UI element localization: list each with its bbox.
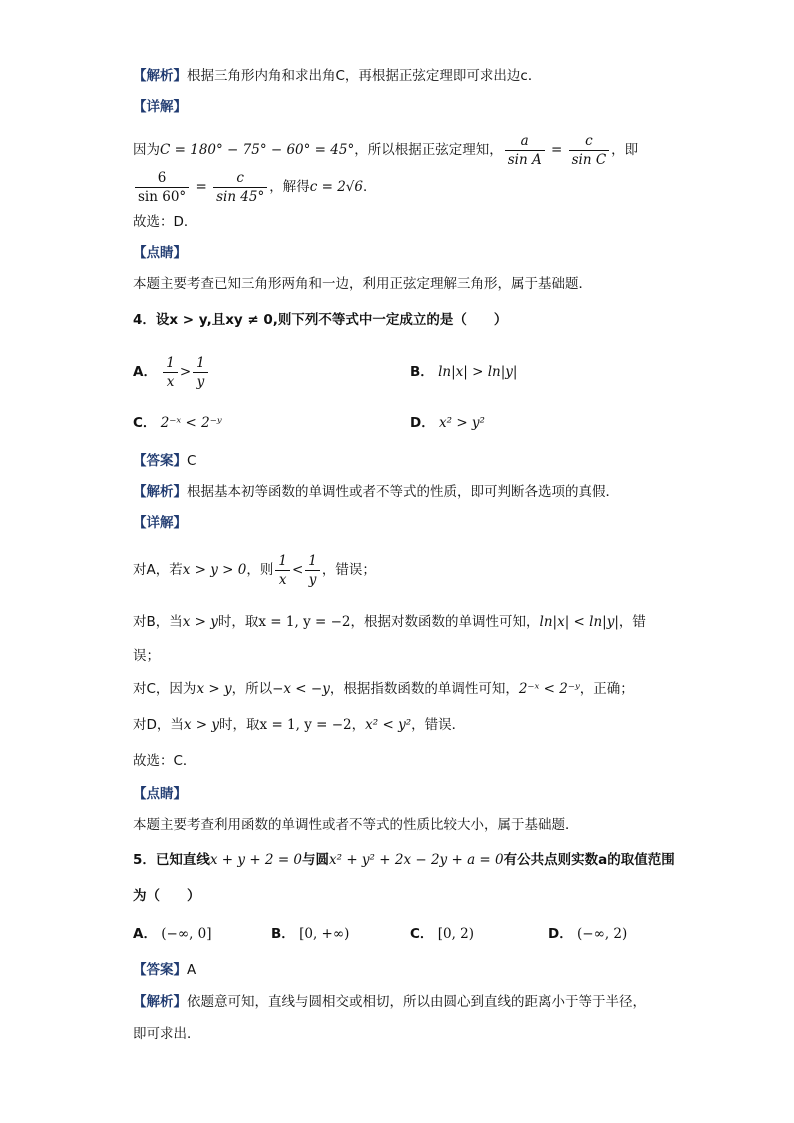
option-expression: [0, 2) bbox=[437, 926, 475, 942]
text-span: 对A，若 bbox=[133, 562, 183, 578]
q4-detail-c bbox=[133, 679, 634, 699]
fraction-a-over-sinA bbox=[505, 132, 545, 169]
q4-detail-heading bbox=[133, 513, 187, 533]
text-span: ，错误； bbox=[321, 562, 376, 578]
text-span: ，根据对数函数的单调性可知， bbox=[350, 614, 540, 630]
q4-comment-text: 本题主要考查利用函数的单调性或者不等式的性质比较大小，属于基础题． bbox=[133, 817, 579, 833]
q4-choice: 故选：C． bbox=[133, 753, 197, 769]
text-span: 5．已知直线 bbox=[133, 852, 210, 868]
condition: −x < −y bbox=[272, 681, 330, 697]
q4-option-d bbox=[410, 413, 485, 433]
numerator: 1 bbox=[305, 552, 320, 571]
numerator: 6 bbox=[135, 169, 189, 188]
text-span: 有公共点则实数a的取值范围 bbox=[503, 852, 675, 868]
numerator: a bbox=[505, 132, 545, 151]
expression: 2⁻ˣ < 2⁻ʸ bbox=[518, 681, 580, 697]
q5-analysis-line bbox=[133, 992, 646, 1012]
numerator: c bbox=[213, 169, 267, 188]
option-label: A． bbox=[133, 926, 157, 942]
detail-tag: 【详解】 bbox=[133, 515, 187, 531]
analysis-tag: 【解析】 bbox=[133, 484, 187, 500]
text-span: ， bbox=[351, 717, 366, 733]
condition: x > y bbox=[182, 614, 218, 630]
q5-analysis-cont: 即可求出． bbox=[133, 1026, 201, 1042]
q5-option-a bbox=[133, 924, 212, 944]
q4-answer-line bbox=[133, 451, 196, 471]
q4-stem: 4．设x > y,且xy ≠ 0,则下列不等式中一定成立的是（ ） bbox=[133, 312, 508, 328]
comment-tag: 【点睛】 bbox=[133, 786, 187, 802]
q4-detail-b bbox=[133, 612, 646, 632]
fraction-c-over-sinC bbox=[569, 132, 610, 169]
condition: x > y > 0 bbox=[182, 562, 247, 578]
q5-option-b bbox=[271, 924, 349, 944]
numerator: 1 bbox=[275, 552, 290, 571]
q4-option-a: A． $\frac{1}{x}$ > $\frac{1}{y}$ bbox=[133, 350, 210, 394]
text-span: 对B，当 bbox=[133, 614, 183, 630]
option-expression: (−∞, 0] bbox=[161, 926, 212, 942]
q3-analysis-text: 根据三角形内角和求出角C，再根据正弦定理即可求出边c． bbox=[187, 68, 542, 84]
values: x = 1, y = −2 bbox=[258, 614, 351, 630]
option-label: D． bbox=[410, 415, 435, 431]
numerator: 1 bbox=[163, 354, 178, 373]
denominator: sin A bbox=[507, 151, 542, 168]
option-label: B． bbox=[410, 364, 434, 380]
option-label: A． bbox=[133, 364, 157, 380]
q5-answer-value: A bbox=[187, 962, 197, 978]
q4-analysis-text: 根据基本初等函数的单调性或者不等式的性质，即可判断各选项的真假． bbox=[187, 484, 619, 500]
fraction-1-over-y bbox=[193, 354, 208, 391]
option-expression: x² > y² bbox=[439, 415, 485, 431]
text-span: ． bbox=[363, 179, 377, 195]
text-span: ，所以 bbox=[231, 681, 273, 697]
comment-tag: 【点睛】 bbox=[133, 245, 187, 261]
numerator: c bbox=[569, 132, 610, 151]
expression: x² < y² bbox=[365, 717, 412, 733]
q5-answer-line bbox=[133, 960, 196, 980]
option-label: D． bbox=[548, 926, 573, 942]
q5-option-d bbox=[548, 924, 627, 944]
denominator: y bbox=[196, 373, 205, 390]
option-label: C． bbox=[410, 926, 434, 942]
text-span: ，根据指数函数的单调性可知， bbox=[329, 681, 519, 697]
condition: x > y bbox=[196, 681, 232, 697]
line-equation: x + y + 2 = 0 bbox=[209, 852, 303, 868]
text-span: ，错误． bbox=[411, 717, 466, 733]
fraction-c-over-sin45 bbox=[213, 169, 267, 206]
analysis-tag: 【解析】 bbox=[133, 68, 187, 84]
q5-stem bbox=[133, 850, 675, 870]
denominator: sin C bbox=[571, 151, 607, 168]
detail-tag: 【详解】 bbox=[133, 99, 187, 115]
option-expression: ln|x| > ln|y| bbox=[438, 364, 518, 380]
text-span: 与圆 bbox=[302, 852, 330, 868]
option-expression: 2⁻ˣ < 2⁻ʸ bbox=[160, 415, 222, 431]
text-span: 时，取 bbox=[217, 614, 259, 630]
q3-analysis-line bbox=[133, 66, 541, 86]
q4-comment-heading bbox=[133, 784, 187, 804]
q3-detail-line1: 因为C = 180° − 75° − 60° = 45°，所以根据正弦定理知， $\frac{a}{\text{sin A}}$ = $\frac{c}{\text{sin C}}$ ，即 bbox=[133, 132, 639, 168]
circle-equation: x² + y² + 2x − 2y + a = 0 bbox=[329, 852, 504, 868]
values: x = 1, y = −2 bbox=[259, 717, 352, 733]
q3-detail-heading bbox=[133, 97, 187, 117]
q4-analysis-line bbox=[133, 482, 619, 502]
denominator: sin 60° bbox=[138, 188, 187, 205]
q3-detail-line2: $\frac{6}{\sin 60^\circ}$ = $\frac{c}{\sin 45^\circ}$ ，解得c = 2√6． bbox=[133, 165, 377, 209]
text-span: ，则 bbox=[246, 562, 274, 578]
option-label: C． bbox=[133, 415, 157, 431]
q3-comment-heading bbox=[133, 243, 187, 263]
fraction-1-over-x bbox=[163, 354, 178, 391]
answer-tag: 【答案】 bbox=[133, 453, 187, 469]
q3-comment-text: 本题主要考查已知三角形两角和一边，利用正弦定理解三角形，属于基础题． bbox=[133, 276, 592, 292]
fraction-1-over-x bbox=[275, 552, 290, 589]
q4-option-c bbox=[133, 413, 222, 433]
text-span: ，所以根据正弦定理知， bbox=[354, 142, 503, 158]
fraction-1-over-y bbox=[305, 552, 320, 589]
q4-detail-d bbox=[133, 715, 465, 735]
text-span: ，错 bbox=[618, 614, 646, 630]
text-span: ，正确； bbox=[579, 681, 634, 697]
q4-answer-value: C bbox=[187, 453, 197, 469]
option-expression: [0, +∞) bbox=[299, 926, 350, 942]
numerator: 1 bbox=[193, 354, 208, 373]
q4-detail-b-cont: 误； bbox=[133, 648, 160, 664]
denominator: x bbox=[278, 571, 287, 588]
text-span: 因为 bbox=[133, 142, 160, 158]
q3-choice: 故选：D． bbox=[133, 214, 198, 230]
fraction-6-over-sin60 bbox=[135, 169, 189, 206]
q4-option-b bbox=[410, 362, 517, 382]
option-label: B． bbox=[271, 926, 295, 942]
solution-equation: c = 2√6 bbox=[309, 179, 363, 195]
text-span: 时，取 bbox=[219, 717, 260, 733]
option-expression: (−∞, 2) bbox=[577, 926, 628, 942]
denominator: y bbox=[308, 571, 317, 588]
denominator: x bbox=[166, 373, 175, 390]
analysis-tag: 【解析】 bbox=[133, 994, 187, 1010]
q5-option-c bbox=[410, 924, 474, 944]
angle-equation: C = 180° − 75° − 60° = 45° bbox=[160, 142, 355, 158]
q5-stem-cont: 为（ ） bbox=[133, 888, 201, 904]
text-span: ，解得 bbox=[269, 179, 310, 195]
text-span: 对D，当 bbox=[133, 717, 184, 733]
q4-detail-a: 对A，若x > y > 0，则 $\frac{1}{x}$ < $\frac{1}{y}$ ，错误； bbox=[133, 552, 376, 588]
q5-analysis-text: 依题意可知，直线与圆相交或相切，所以由圆心到直线的距离小于等于半径， bbox=[187, 994, 646, 1010]
condition: x > y bbox=[183, 717, 220, 733]
text-span: 对C，因为 bbox=[133, 681, 197, 697]
denominator: sin 45° bbox=[216, 188, 265, 205]
expression: ln|x| < ln|y| bbox=[539, 614, 619, 630]
answer-tag: 【答案】 bbox=[133, 962, 187, 978]
text-span: ，即 bbox=[611, 142, 639, 158]
